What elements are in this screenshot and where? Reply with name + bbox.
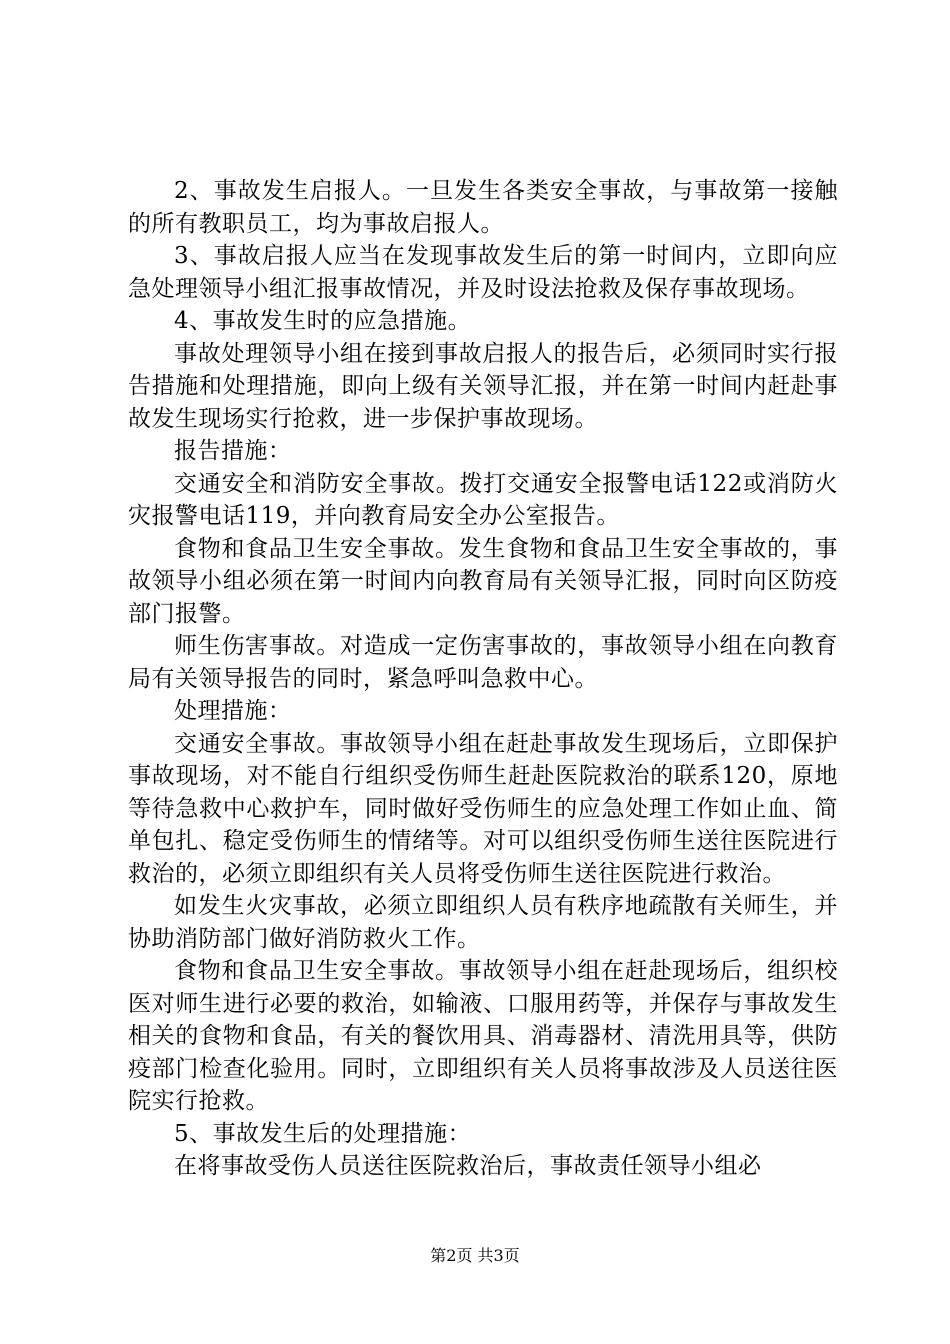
page-number-label: 第2页 共3页 bbox=[430, 1246, 520, 1265]
document-body bbox=[128, 175, 838, 1183]
paragraph: 4、事故发生时的应急措施。 bbox=[174, 308, 472, 334]
paragraph: 交通安全和消防安全事故。拨打交通安全报警电话122或消防火灾报警电话119，并向教育局安全办公室报告。 bbox=[128, 470, 838, 529]
paragraph: 事故处理领导小组在接到事故启报人的报告后，必须同时实行报告措施和处理措施，即向上级有关领导汇报，并在第一时间内赶赴事故发生现场实行抢救，进一步保护事故现场。 bbox=[128, 340, 838, 432]
paragraph: 5、事故发生后的处理措施： bbox=[174, 1120, 472, 1147]
paragraph: 师生伤害事故。对造成一定伤害事故的，事故领导小组在向教育局有关领导报告的同时，紧急呼叫急救中心。 bbox=[128, 633, 838, 692]
paragraph: 处理措施： bbox=[174, 698, 292, 724]
paragraph: 食物和食品卫生安全事故。事故领导小组在赶赴现场后，组织校医对师生进行必要的救治，如输液、口服用药等，并保存与事故发生相关的食物和食品，有关的餐饮用具、消毒器材、清洗用具等，供防疫部门检查化验用。同时，立即组织有关人员将事故涉及人员送往医院实行抢救。 bbox=[128, 958, 838, 1114]
paragraph: 2、事故发生启报人。一旦发生各类安全事故，与事故第一接触的所有教职员工，均为事故启报人。 bbox=[128, 178, 838, 237]
paragraph: 食物和食品卫生安全事故。发生食物和食品卫生安全事故的，事故领导小组必须在第一时间内向教育局有关领导汇报，同时向区防疫部门报警。 bbox=[128, 535, 838, 627]
page-footer bbox=[0, 1246, 950, 1266]
paragraph: 在将事故受伤人员送往医院救治后，事故责任领导小组必 bbox=[174, 1153, 762, 1179]
paragraph: 如发生火灾事故，必须立即组织人员有秩序地疏散有关师生，并协助消防部门做好消防救火工作。 bbox=[128, 893, 838, 952]
paragraph: 交通安全事故。事故领导小组在赶赴事故发生现场后，立即保护事故现场，对不能自行组织受伤师生赶赴医院救治的联系120，原地等待急救中心救护车，同时做好受伤师生的应急处理工作如止血、简单包扎、稳定受伤师生的情绪等。对可以组织受伤师生送往医院进行救治的，必须立即组织有关人员将受伤师生送往医院进行救治。 bbox=[128, 730, 838, 887]
paragraph: 3、事故启报人应当在发现事故发生后的第一时间内，立即向应急处理领导小组汇报事故情况，并及时设法抢救及保存事故现场。 bbox=[128, 243, 838, 302]
paragraph: 报告措施： bbox=[174, 438, 292, 464]
